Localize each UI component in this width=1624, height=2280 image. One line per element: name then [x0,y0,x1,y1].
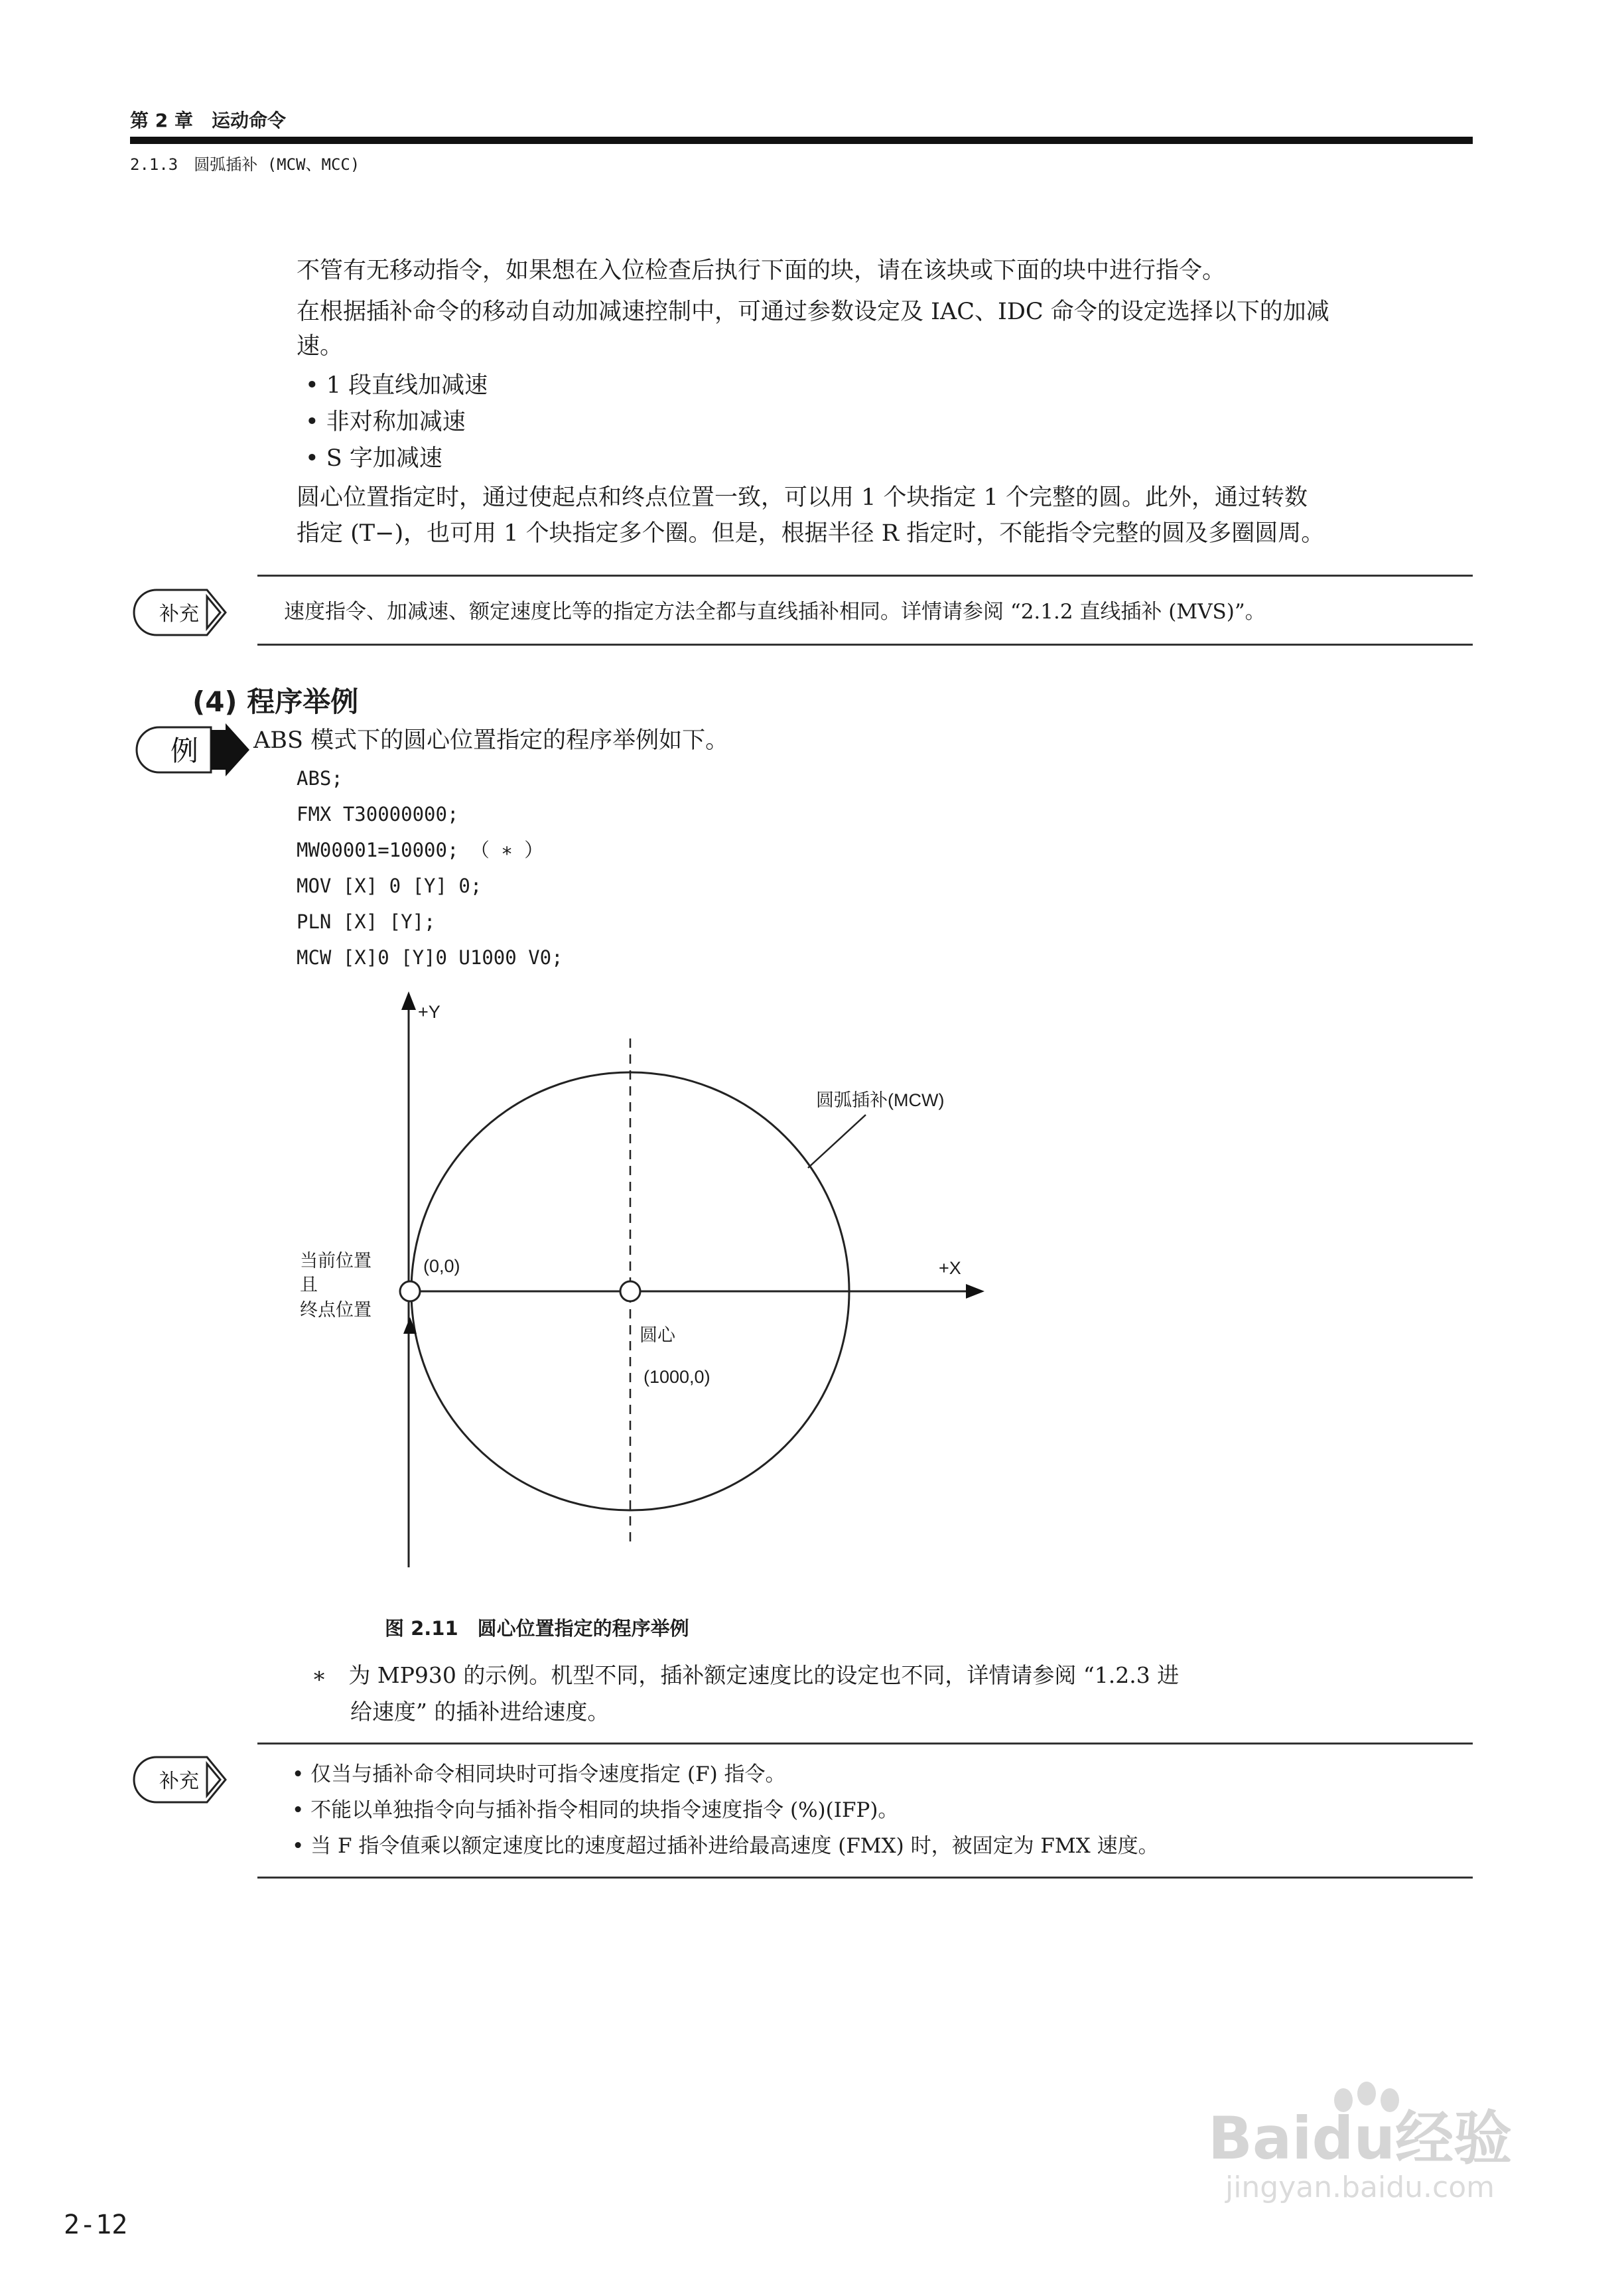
section-header: 2.1.3 圆弧插补 (MCW、MCC) [130,155,360,174]
direction-arrow [403,1317,417,1334]
position-label-line2: 且 [300,1275,318,1295]
note-bottom-rule [257,644,1473,646]
page-number: 2-12 [64,2210,128,2240]
note-top-rule [257,575,1473,577]
y-axis-label: +Y [418,1002,440,1022]
x-axis-label: +X [939,1258,961,1278]
origin-label: (0,0) [423,1256,460,1276]
code-line: PLN [X] [Y]; [297,910,436,933]
code-line: ABS; [297,767,343,790]
figure-caption: 图 2.11 圆心位置指定的程序举例 [385,1617,689,1640]
example-icon-label: 例 [170,735,199,767]
list-item-linear-accel: • 1 段直线加减速 [305,372,488,399]
paragraph-center-line1: 圆心位置指定时，通过使起点和终点位置一致，可以用 1 个块指定 1 个完整的圆。此外，通过转数 [297,484,1308,511]
supplement-icon [133,587,232,640]
position-label-line3: 终点位置 [300,1300,372,1320]
supplement-icon-label: 补充 [159,603,199,626]
paragraph-accel-line2: 速。 [297,333,344,360]
code-line: MOV [X] 0 [Y] 0; [297,875,482,897]
center-label: 圆心 [640,1325,675,1345]
arc-label: 圆弧插补(MCW) [816,1090,945,1110]
watermark-url: jingyan.baidu.com [1225,2171,1495,2204]
interpolation-circle [411,1072,849,1510]
paragraph-accel-line1: 在根据插补命令的移动自动加减速控制中，可通过参数设定及 IAC、IDC 命令的设定选择以下的加减 [297,299,1329,325]
code-line: MW00001=10000; （ ∗ ） [297,839,544,861]
arc-leader-line [808,1115,866,1168]
note2-bottom-rule [257,1877,1473,1879]
example-icon [133,722,252,780]
watermark-logo: Baidu经验 [1207,2104,1513,2173]
note2-item: • 仅当与插补命令相同块时可指令速度指定 (F) 指令。 [292,1762,786,1786]
paragraph-inposition: 不管有无移动指令，如果想在入位检查后执行下面的块，请在该块或下面的块中进行指令。 [297,257,1226,284]
note2-item: • 不能以单独指令向与插补指令相同的块指令速度指令 (%)(IFP)。 [292,1798,899,1822]
position-label-line1: 当前位置 [300,1251,372,1271]
y-axis-arrow [401,991,416,1010]
note2-top-rule [257,1743,1473,1745]
chapter-header: 第 2 章 运动命令 [130,109,286,131]
code-line: MCW [X]0 [Y]0 U1000 V0; [297,946,563,969]
code-line: FMX T30000000; [297,803,459,825]
list-item-s-curve-accel: • S 字加减速 [305,445,442,472]
section-heading: (4) 程序举例 [192,685,359,718]
header-rule [130,137,1473,144]
example-intro: ABS 模式下的圆心位置指定的程序举例如下。 [253,727,729,754]
supplement-note-text: 速度指令、加减速、额定速度比等的指定方法全都与直线插补相同。详情请参阅 “2.1.2 直线插补 (MVS)”。 [284,600,1266,624]
watermark [1161,2080,1559,2209]
supplement-icon [133,1754,232,1808]
x-axis-arrow [966,1284,984,1299]
footnote-line1: ∗ 为 MP930 的示例。机型不同，插补额定速度比的设定也不同，详情请参阅 “1.2.3 进 [312,1662,1180,1688]
paragraph-center-line2: 指定 (T−)，也可用 1 个块指定多个圈。但是，根据半径 R 指定时，不能指令完整的圆及多圈圆周。 [297,520,1325,547]
list-item-asymmetric-accel: • 非对称加减速 [305,409,466,435]
footnote-line2: 给速度” 的插补进给速度。 [350,1699,610,1725]
supplement-icon-label: 补充 [159,1770,199,1793]
center-coordinate-label: (1000,0) [643,1367,710,1387]
note2-item: • 当 F 指令值乘以额定速度比的速度超过插补进给最高速度 (FMX) 时，被固定为 FMX 速度。 [292,1834,1159,1858]
center-point [620,1281,640,1301]
origin-point [400,1281,420,1301]
